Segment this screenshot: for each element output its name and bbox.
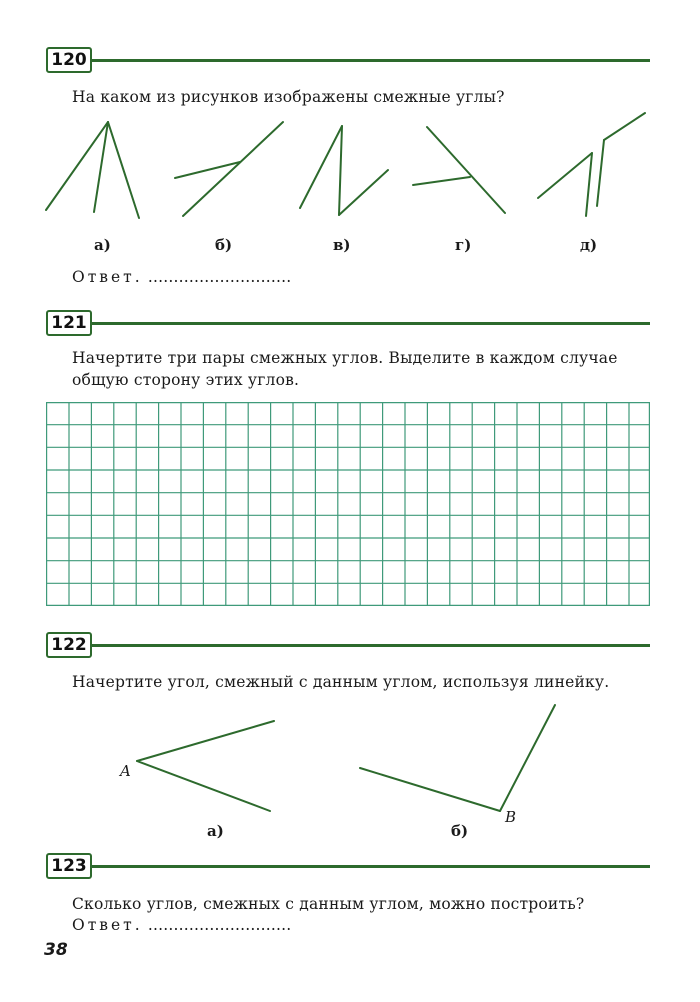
fig-label-a: а) <box>94 236 111 254</box>
task-123-header <box>46 853 650 879</box>
header-rule <box>91 865 650 868</box>
angle-a-ray1 <box>137 721 274 761</box>
answer-label: Ответ. <box>72 916 143 934</box>
fig-label-d: д) <box>580 236 598 254</box>
task-121-text-line1: Начертите три пары смежных углов. Выделите в каждом случае <box>72 349 618 367</box>
point-a-label: A <box>120 762 131 780</box>
answer-label: Ответ. <box>72 268 143 286</box>
task-number-122: 122 <box>46 632 92 658</box>
angle-b-ray2 <box>500 705 555 811</box>
task-121-text-line2: общую сторону этих углов. <box>72 371 300 389</box>
angle-b-ray1 <box>360 768 500 811</box>
fig-122-label-a: а) <box>207 822 224 840</box>
task-123-answer <box>72 914 652 936</box>
answer-dots: ............................ <box>147 916 292 934</box>
fig-label-b: б) <box>215 236 233 254</box>
answer-dots: ............................ <box>147 268 292 286</box>
point-b-label: B <box>505 808 517 826</box>
angle-a-ray2 <box>137 761 270 811</box>
task-number-123: 123 <box>46 853 92 879</box>
fig-label-g: г) <box>455 236 472 254</box>
task-number-120: 120 <box>46 47 92 73</box>
page-number: 38 <box>44 940 68 960</box>
fig-label-v: в) <box>333 236 351 254</box>
task-123-question: Сколько углов, смежных с данным углом, можно построить? <box>72 895 585 913</box>
task-120-question: На каком из рисунков изображены смежные углы? <box>72 88 505 106</box>
task-122-text: Начертите угол, смежный с данным углом, используя линейку. <box>72 673 610 691</box>
task-number-121: 121 <box>46 310 92 336</box>
fig-122-label-b: б) <box>451 822 469 840</box>
